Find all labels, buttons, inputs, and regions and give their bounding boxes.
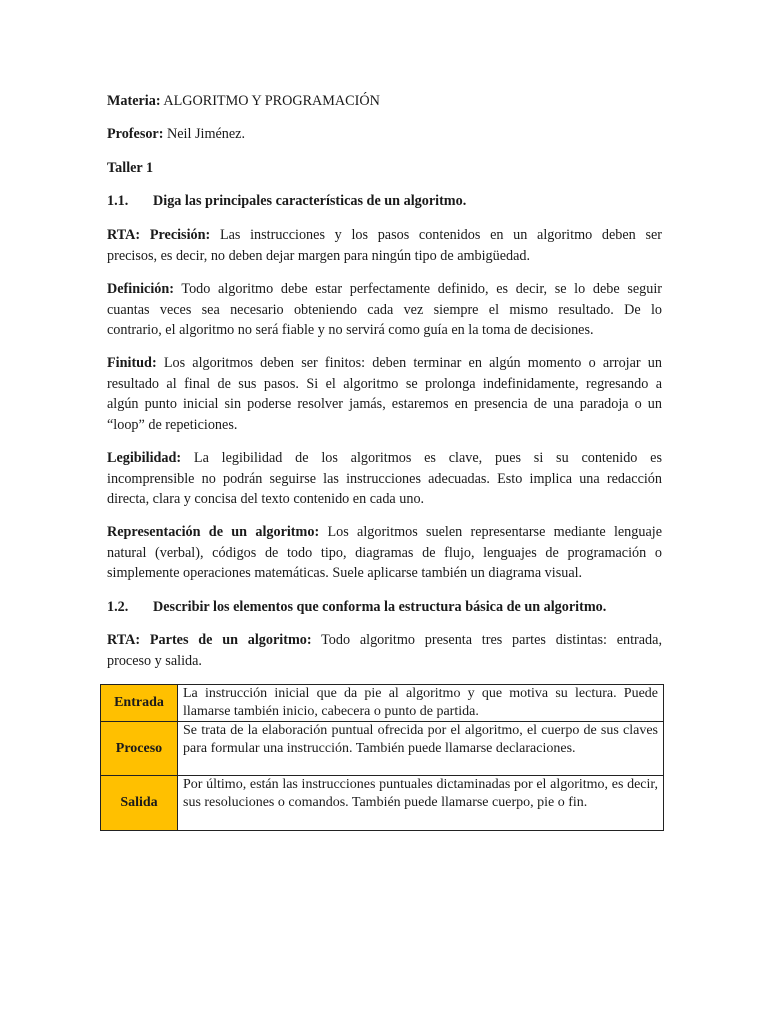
algorithm-parts-table — [100, 684, 664, 831]
question-text: Diga las principales características de un algoritmo. — [153, 193, 467, 209]
taller-title — [107, 158, 662, 179]
paragraph-line: contrario, el algoritmo no será fiable y no servirá como guía en la toma de decisiones. — [107, 322, 594, 339]
paragraph-text: La legibilidad de los algoritmos es clave, pues si su contenido es — [193, 450, 663, 466]
taller-text: Taller 1 — [107, 160, 154, 176]
definicion-paragraph — [107, 279, 662, 341]
table-row — [101, 685, 664, 722]
materia-value: ALGORITMO Y PROGRAMACIÓN — [163, 93, 380, 109]
paragraph-line: precisos, es decir, no deben dejar margen para ningún tipo de ambigüedad. — [107, 247, 531, 264]
legibilidad-label: Legibilidad: — [107, 450, 182, 466]
definicion-label: Definición: — [107, 281, 174, 297]
paragraph-line: “loop” de repeticiones. — [107, 416, 238, 433]
paragraph-line: simplemente operaciones matemáticas. Suele aplicarse también un diagrama visual. — [107, 565, 583, 582]
paragraph-line: algún punto inicial sin poderse resolver jamás, estaremos en presencia de una paradoja o un — [107, 396, 662, 413]
paragraph-line — [107, 522, 662, 543]
paragraph-line: proceso y salida. — [107, 652, 202, 669]
legibilidad-paragraph — [107, 448, 662, 510]
table-row-header: Salida — [101, 776, 178, 831]
finitud-paragraph — [107, 353, 662, 435]
materia-line — [107, 91, 662, 112]
paragraph-text: Los algoritmos suelen representarse mediante lenguaje — [327, 524, 662, 540]
paragraph-text: Todo algoritmo presenta tres partes distintas: entrada, — [321, 632, 662, 648]
representacion-label: Representación de un algoritmo: — [107, 524, 320, 540]
finitud-label: Finitud: — [107, 355, 157, 371]
rta-precision-paragraph — [107, 225, 662, 266]
table-row-header: Proceso — [101, 722, 178, 776]
profesor-value: Neil Jiménez. — [167, 126, 246, 142]
table-cell: Se trata de la elaboración puntual ofrecida por el algoritmo, el cuerpo de sus claves para formular una instrucción. También puede llamarse declaraciones. — [178, 722, 664, 776]
paragraph-line: natural (verbal), códigos de todo tipo, diagramas de flujo, lenguajes de programación o — [107, 544, 662, 561]
paragraph-line: cuantas veces sea necesario obteniendo cada vez siempre el mismo resultado. De lo — [107, 301, 662, 318]
paragraph-text: Las instrucciones y los pasos contenidos en un algoritmo deben ser — [219, 227, 662, 243]
paragraph-line — [107, 630, 662, 651]
paragraph-line — [107, 279, 662, 300]
question-number: 1.1. — [107, 193, 129, 209]
table-row-header: Entrada — [101, 685, 178, 722]
table-row — [101, 776, 664, 831]
profesor-label: Profesor: — [107, 126, 164, 142]
rta-precision-label: RTA: Precisión: — [107, 227, 211, 243]
paragraph-line — [107, 448, 662, 469]
rta-partes-label: RTA: Partes de un algoritmo: — [107, 632, 312, 648]
table-cell: Por último, están las instrucciones puntuales dictaminadas por el algoritmo, es decir, sus resoluciones o comandos. También puede llamarse cuerpo, pie o fin. — [178, 776, 664, 831]
question-number: 1.2. — [107, 599, 129, 615]
paragraph-text: Todo algoritmo debe estar perfectamente definido, es decir, se lo debe seguir — [181, 281, 662, 297]
paragraph-line — [107, 225, 662, 246]
question-1-2 — [107, 597, 662, 618]
question-text: Describir los elementos que conforma la estructura básica de un algoritmo. — [153, 599, 607, 615]
rta-partes-paragraph — [107, 630, 662, 671]
materia-label: Materia: — [107, 93, 161, 109]
profesor-line — [107, 124, 662, 145]
table-row — [101, 722, 664, 776]
table-cell: La instrucción inicial que da pie al algoritmo y que motiva su lectura. Puede llamarse también inicio, cabecera o punto de partida. — [178, 685, 664, 722]
paragraph-line: resultado al final de sus pasos. Si el algoritmo se prolonga indefinidamente, regresando a — [107, 375, 662, 392]
paragraph-line — [107, 353, 662, 374]
paragraph-line: directa, clara y concisa del texto contenido en cada uno. — [107, 491, 425, 508]
representacion-paragraph — [107, 522, 662, 584]
question-1-1 — [107, 191, 662, 212]
paragraph-line: incomprensible no podrán seguirse las instrucciones adecuadas. Esto implica una redacción — [107, 470, 662, 487]
paragraph-text: Los algoritmos deben ser finitos: deben terminar en algún momento o arrojar un — [163, 355, 662, 371]
